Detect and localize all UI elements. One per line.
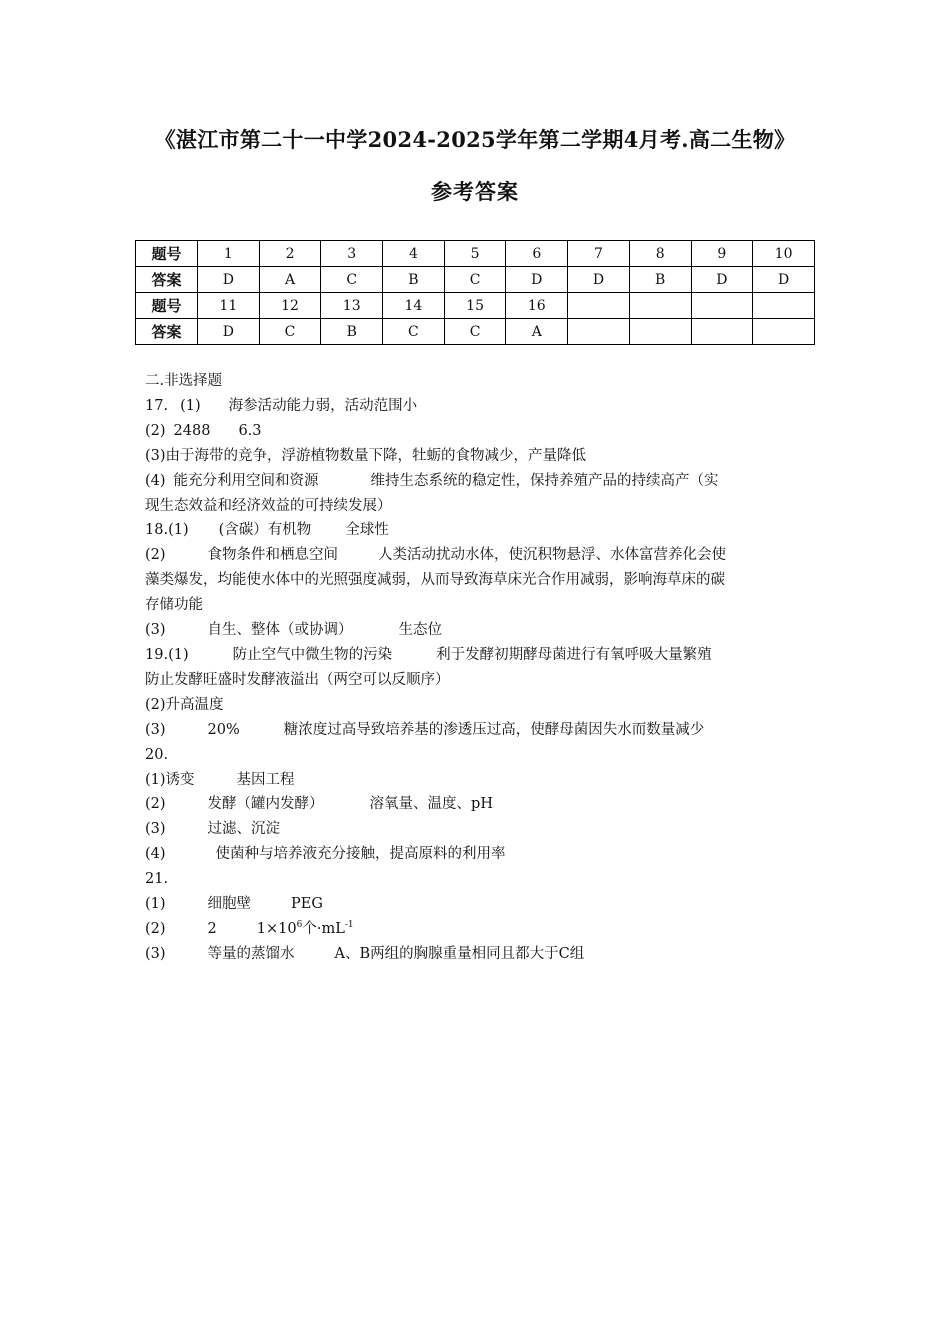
q17-part4-cont: 现生态效益和经济效益的可持续发展）	[145, 497, 392, 514]
q20-p4-label: (4)	[145, 846, 166, 863]
q18-part3	[145, 618, 815, 643]
table-cell: C	[444, 267, 506, 293]
q17-p4-answer-a: 能充分利用空间和资源	[173, 472, 319, 489]
q17-part2	[145, 419, 815, 444]
q18-part2-cont2: 存储功能	[145, 597, 203, 614]
table-cell: 4	[383, 241, 445, 267]
table-row	[136, 319, 815, 345]
q18-p2-answer-b: 人类活动扰动水体，使沉积物悬浮、水体富营养化会使	[378, 547, 727, 564]
q17-p1-answer: 海参活动能力弱，活动范围小	[228, 397, 418, 414]
q20-p4-answer: 使菌种与培养液充分接触，提高原料的利用率	[215, 846, 506, 863]
q17-p2-label: (2)	[145, 422, 166, 439]
table-cell: 8	[629, 241, 691, 267]
q21-p2-label: (2)	[145, 920, 166, 937]
table-cell: 6	[506, 241, 568, 267]
table-cell: C	[383, 319, 445, 345]
table-cell: 10	[753, 241, 815, 267]
q21-p2-unit-exponent: -1	[344, 920, 354, 931]
q17-p4-label: (4)	[145, 472, 166, 489]
q21-p2-unit: 个·mL	[302, 920, 345, 937]
table-row-header: 题号	[136, 241, 198, 267]
q20-part3	[145, 817, 815, 842]
q20-p1-answer-a: 诱变	[165, 771, 195, 788]
q19-p3-answer-b: 糖浓度过高导致培养基的渗透压过高，使酵母菌因失水而数量减少	[283, 721, 705, 738]
table-cell	[568, 293, 630, 319]
q20-part2	[145, 792, 815, 817]
q17-p3-answer: 由于海带的竞争，浮游植物数量下降，牡蛎的食物减少，产量降低	[165, 447, 587, 464]
q17-p2-answer-a: 2488	[173, 422, 211, 439]
q17-p2-answer-b: 6.3	[238, 422, 262, 439]
table-cell	[691, 319, 753, 345]
q20-p2-label: (2)	[145, 796, 166, 813]
q19-p3-answer-a: 20%	[207, 721, 240, 738]
table-cell: D	[198, 267, 260, 293]
q21-p3-label: (3)	[145, 945, 166, 962]
table-cell: D	[753, 267, 815, 293]
table-cell: D	[506, 267, 568, 293]
q19-p3-label: (3)	[145, 721, 166, 738]
q21-p2-exponent: 6	[296, 920, 303, 931]
table-row	[136, 267, 815, 293]
table-cell: 3	[321, 241, 383, 267]
table-cell: A	[259, 267, 321, 293]
q19-part3	[145, 718, 815, 743]
q17-part3	[145, 444, 815, 469]
table-cell: C	[259, 319, 321, 345]
q21-p2-answer-b	[257, 921, 354, 937]
table-cell: C	[444, 319, 506, 345]
q19-p2-answer: 升高温度	[165, 696, 224, 713]
table-cell: B	[383, 267, 445, 293]
q17-part1	[145, 394, 815, 419]
answers-body	[145, 369, 815, 967]
table-cell	[629, 293, 691, 319]
table-cell: 16	[506, 293, 568, 319]
q17-part4	[145, 469, 815, 494]
table-cell: B	[629, 267, 691, 293]
table-row-header: 答案	[136, 267, 198, 293]
q18-part2-cont1: 藻类爆发，均能使水体中的光照强度减弱，从而导致海草床光合作用减弱，影响海草床的碳	[145, 572, 725, 589]
q20-p3-answer: 过滤、沉淀	[207, 821, 281, 838]
table-cell	[753, 293, 815, 319]
q19-number: 19.	[145, 646, 169, 663]
table-cell: 12	[259, 293, 321, 319]
q21-p3-answer-b: A、B两组的胸腺重量相同且都大于C组	[334, 945, 585, 962]
table-cell: 14	[383, 293, 445, 319]
q17-p3-label: (3)	[145, 447, 166, 464]
q19-p1-label: (1)	[168, 646, 189, 663]
table-cell: 11	[198, 293, 260, 319]
q18-part1	[145, 518, 815, 543]
q18-part2	[145, 543, 815, 568]
table-cell	[691, 293, 753, 319]
table-cell: D	[198, 319, 260, 345]
table-cell: 15	[444, 293, 506, 319]
table-cell: 7	[568, 241, 630, 267]
table-row-header: 题号	[136, 293, 198, 319]
q17-number: 17.	[145, 397, 169, 414]
q18-p2-label: (2)	[145, 547, 166, 564]
q20-p2-answer-a: 发酵（罐内发酵）	[207, 796, 324, 813]
q19-p1-answer-a: 防止空气中微生物的污染	[232, 646, 393, 663]
table-cell: 13	[321, 293, 383, 319]
q21-number: 21.	[145, 871, 169, 888]
q21-part2	[145, 917, 815, 942]
table-cell: B	[321, 319, 383, 345]
q18-number: 18.	[145, 522, 169, 539]
q21-part3	[145, 942, 815, 967]
q17-p1-label: (1)	[180, 397, 201, 414]
q21-p1-answer-b: PEG	[291, 896, 323, 913]
q19-p1-answer-b: 利于发酵初期酵母菌进行有氧呼吸大量繁殖	[436, 646, 712, 663]
q20-number: 20.	[145, 746, 169, 763]
table-cell: D	[691, 267, 753, 293]
q18-p1-label: (1)	[168, 522, 189, 539]
table-cell: C	[321, 267, 383, 293]
table-cell: 9	[691, 241, 753, 267]
table-cell: 2	[259, 241, 321, 267]
table-cell	[753, 319, 815, 345]
table-cell: D	[568, 267, 630, 293]
q19-p2-label: (2)	[145, 696, 166, 713]
q21-p1-label: (1)	[145, 896, 166, 913]
answer-key-table	[135, 240, 815, 345]
q20-part1	[145, 768, 815, 793]
q21-p2-answer-a: 2	[207, 920, 217, 937]
table-cell: 5	[444, 241, 506, 267]
q18-p3-answer-b: 生态位	[398, 622, 443, 639]
table-row	[136, 241, 815, 267]
q20-p2-answer-b: 溶氧量、温度、pH	[369, 796, 493, 813]
q21-p1-answer-a: 细胞壁	[207, 896, 252, 913]
q21-p2-base: 1×10	[256, 920, 297, 937]
q18-p3-answer-a: 自生、整体（或协调）	[207, 622, 353, 639]
table-cell	[629, 319, 691, 345]
q18-p1-answer-b: 全球性	[345, 522, 389, 539]
section-heading: 二.非选择题	[145, 373, 223, 389]
q19-part1	[145, 643, 815, 668]
q19-part1-cont: 防止发酵旺盛时发酵液溢出（两空可以反顺序）	[145, 671, 450, 688]
table-cell: A	[506, 319, 568, 345]
q20-p1-label: (1)	[145, 771, 166, 788]
q21-p3-answer-a: 等量的蒸馏水	[207, 945, 295, 962]
q17-p4-answer-b: 维持生态系统的稳定性，保持养殖产品的持续高产（实	[370, 472, 719, 489]
q18-p2-answer-a: 食物条件和栖息空间	[207, 547, 339, 564]
q21-part1	[145, 892, 815, 917]
q20-p1-answer-b: 基因工程	[236, 771, 295, 788]
table-row	[136, 293, 815, 319]
document-subtitle: 参考答案	[431, 179, 519, 204]
table-cell: 1	[198, 241, 260, 267]
q18-p1-answer-a: (含碳）有机物	[218, 522, 312, 539]
q19-part2	[145, 693, 815, 718]
q20-p3-label: (3)	[145, 821, 166, 838]
document-title: 《湛江市第二十一中学2024-2025学年第二学期4月考.高二生物》	[154, 127, 796, 152]
table-row-header: 答案	[136, 319, 198, 345]
q20-part4	[145, 842, 815, 867]
q18-p3-label: (3)	[145, 622, 166, 639]
table-cell	[568, 319, 630, 345]
